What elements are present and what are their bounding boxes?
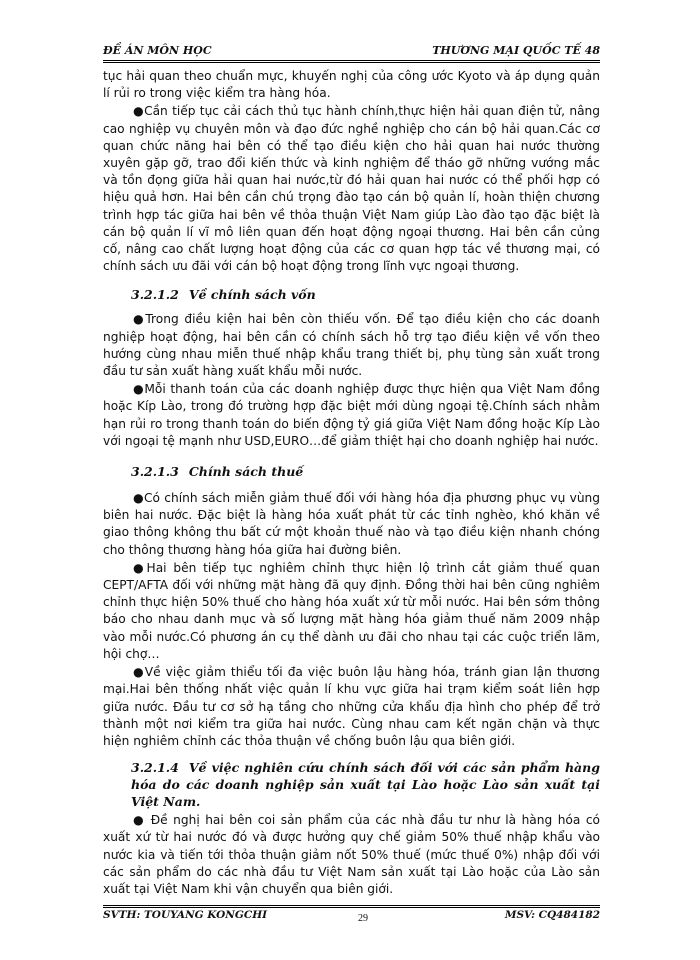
- page-number: 29: [358, 913, 368, 924]
- section-heading: [103, 276, 600, 311]
- paragraph: ●Về việc giảm thiểu tối đa việc buôn lậu hàng hóa, tránh gian lận thương mại.Hai bên thống nhất việc quản lí khu vực giữa hai trạm kiểm soát liên hợp giữa nước. Đầu tư cơ sở hạ tầng cho những cửa khẩu địa hình cho phép để trở thành một nơi kiểm tra giữa hai nước. Cùng nhau cam kết ngăn chặn và thực hiện nghiêm chỉnh các thỏa thuận về chống buôn lậu qua biên giới.: [103, 665, 600, 748]
- section-number: 3.2.1.2: [131, 287, 179, 303]
- document-body: [103, 68, 600, 899]
- paragraph: ●Cần tiếp tục cải cách thủ tục hành chính,thực hiện hải quan điện tử, nâng cao nghiệp vụ chuyên môn và đạo đức nghề nghiệp cho cán bộ hải quan.Các cơ quan chức năng hai bên có thể tạo điều kiện cho hải quan hai nước thường xuyên gặp gỡ, trao đổi kiến thức và kinh nghiệm để tháo gỡ những vướng mắc và tồn đọng giữa hải quan hai nước,từ đó hải quan hai nước có thể phối hợp có hiệu quả hơn. Hai bên cần chú trọng đào tạo cán bộ quản lí, hoàn thiện chương trình hợp tác giữa hai bên về thỏa thuận Việt Nam giúp Lào đào tạo đặc biệt là cán bộ quản lí vĩ mô liên quan đến hoạt động ngoại thương. Hai bên cần củng cố, nâng cao chất lượng hoạt động của các cơ quan hợp tác về thương mại, có chính sách ưu đãi với cán bộ hoạt động trong lĩnh vực ngoại thương.: [103, 104, 600, 274]
- footer-student-id: MSV: CQ484182: [504, 909, 600, 921]
- section-number: 3.2.1.3: [131, 464, 179, 480]
- paragraph: tục hải quan theo chuẩn mực, khuyến nghị của công ước Kyoto và áp dụng quản lí rủi ro trong việc kiểm tra hàng hóa.: [103, 69, 600, 101]
- page-footer: [103, 909, 600, 925]
- footer-rule: [103, 905, 600, 908]
- paragraph: ●Mỗi thanh toán của các doanh nghiệp được thực hiện qua Việt Nam đồng hoặc Kíp Lào, trong đó trường hợp đặc biệt mới dùng ngoại tệ.Chính sách nhằm hạn rủi ro trong thanh toán do biến động tỷ giá giữa Việt Nam đồng hoặc Kíp Lào với ngoại tệ mạnh như USD,EURO…để giảm thiệt hại cho doanh nghiệp hai nước.: [103, 382, 600, 448]
- page-header: [103, 44, 600, 60]
- paragraph: ●Trong điều kiện hai bên còn thiếu vốn. Để tạo điều kiện cho các doanh nghiệp hoạt động, hai bên cần có chính sách hỗ trợ tạo điều kiện về vốn theo hướng cùng nhau miễn thuế nhập khẩu trang thiết bị, phụ tùng sản xuất trong đầu tư sản xuất hàng xuất khẩu mỗi nước.: [103, 312, 600, 379]
- header-course: ĐỀ ÁN MÔN HỌC: [103, 44, 212, 57]
- paragraph: ● Đề nghị hai bên coi sản phẩm của các nhà đầu tư như là hàng hóa có xuất xứ từ hai nước đó và được hưởng quy chế giảm 50% thuế nhập khẩu vào nước kia và tiến tới thỏa thuận giảm nốt 50% thuế (mức thuế 0%) nhập đối với các sản phẩm do các nhà đầu tư Việt Nam sản xuất tại Lào hoặc của Lào sản xuất tại Việt Nam khi vận chuyển qua biên giới.: [103, 813, 600, 896]
- paragraph: ●Có chính sách miễn giảm thuế đối với hàng hóa địa phương phục vụ vùng biên hai nước. Đặc biệt là hàng hóa xuất phát từ các tỉnh nghèo, khó khăn về giao thông không thu bất cứ một khoản thuế nào và tạo điều kiện nhanh chóng cho thông thương hàng hóa giữa hai đường biên.: [103, 491, 600, 557]
- section-heading: [103, 451, 600, 490]
- section-number: 3.2.1.4: [131, 760, 179, 776]
- section-title: Chính sách thuế: [188, 464, 304, 480]
- section-heading: [103, 751, 600, 812]
- footer-student: SVTH: TOUYANG KONGCHI: [103, 909, 268, 921]
- header-class: THƯƠNG MẠI QUỐC TẾ 48: [432, 44, 600, 57]
- header-rule: [103, 60, 600, 63]
- section-title: Về chính sách vốn: [188, 287, 316, 303]
- paragraph: ●Hai bên tiếp tục nghiêm chỉnh thực hiện lộ trình cắt giảm thuế quan CEPT/AFTA đối với những mặt hàng đã quy định. Đồng thời hai bên cũng nghiêm chỉnh thực hiện 50% thuế cho hàng hóa xuất xứ từ mỗi nước. Hai bên sớm thông báo cho nhau danh mục và số lượng mặt hàng hóa giảm thuế năm 2009 nhập vào mỗi nước.Có phương án cụ thể dành ưu đãi cho nhau tại các cuộc triển lãm, hội chợ…: [103, 560, 600, 661]
- section-title: Về việc nghiên cứu chính sách đối với các sản phẩm hàng hóa do các doanh nghiệp sản xuất tại Lào hoặc Lào sản xuất tại Việt Nam.: [131, 760, 600, 810]
